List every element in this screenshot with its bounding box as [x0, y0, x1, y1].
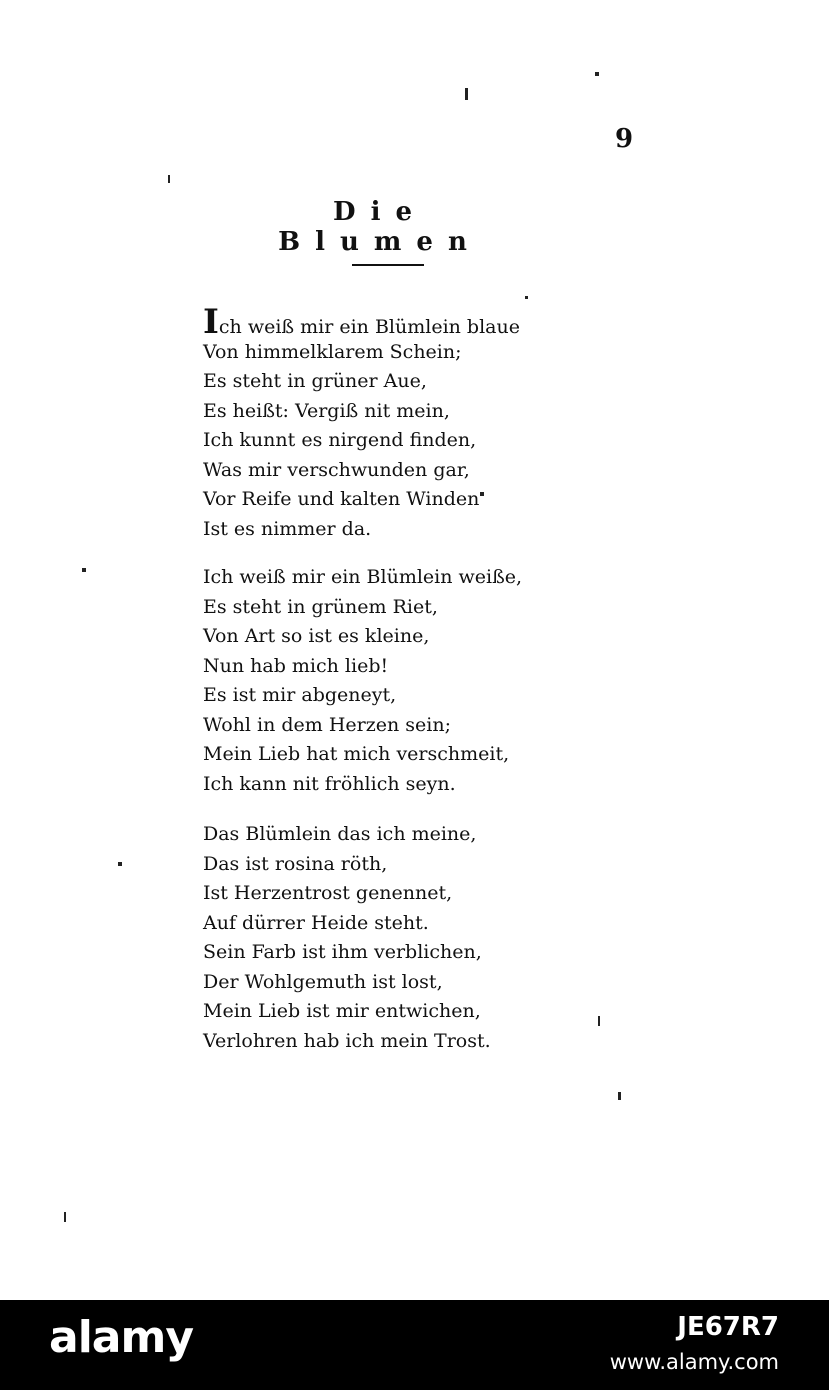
poem-line: Wohl in dem Herzen sein;: [203, 713, 451, 736]
poem-line: Es ist mir abgeneyt,: [203, 684, 397, 706]
scan-speck: [64, 1212, 66, 1222]
scan-speck: [168, 175, 170, 183]
poem-line: Verlohren hab ich mein Trost.: [203, 1029, 491, 1052]
poem-line: Ich weiß mir ein Blümlein blaue: [203, 302, 520, 342]
poem-line: Mein Lieb ist mir entwichen,: [203, 1000, 481, 1022]
poem-line: Auf dürrer Heide steht.: [203, 911, 429, 934]
scan-speck: [118, 862, 122, 866]
poem-line: Von Art so ist es kleine,: [203, 625, 430, 647]
scan-speck: [480, 492, 484, 496]
scan-speck: [595, 72, 599, 76]
stanza-3: [203, 820, 491, 1056]
poem-line: Das Blümlein das ich meine,: [203, 823, 477, 845]
poem-line: Vor Reife und kalten Winden: [203, 488, 480, 510]
scan-speck: [598, 1016, 600, 1026]
poem-line: Mein Lieb hat mich verschmeit,: [203, 743, 510, 765]
poem-line: Es steht in grünem Riet,: [203, 595, 438, 618]
scan-speck: [465, 88, 468, 100]
poem-line: Von himmelklarem Schein;: [203, 340, 462, 363]
poem-line: Ich weiß mir ein Blümlein weiße,: [203, 566, 523, 588]
poem-line: Ist es nimmer da.: [203, 517, 372, 540]
page-number: 9: [614, 124, 634, 154]
poem-line: Der Wohlgemuth ist lost,: [203, 970, 443, 993]
stanza-1: [203, 302, 520, 544]
poem-line: Das ist rosina röth,: [203, 852, 388, 875]
alamy-logo: alamy: [49, 1312, 193, 1363]
image-id: JE67R7: [677, 1312, 779, 1342]
poem-line: Sein Farb ist ihm verblichen,: [203, 941, 482, 963]
watermark-footer: [0, 1300, 829, 1390]
poem-line: Nun hab mich lieb!: [203, 654, 389, 677]
scan-speck: [525, 296, 528, 299]
poem-line: Ich kunnt es nirgend finden,: [203, 429, 477, 451]
poem-line: Es heißt: Vergiß nit mein,: [203, 399, 450, 422]
poem-line: Es steht in grüner Aue,: [203, 370, 427, 392]
poem-title: Die Blumen: [278, 197, 482, 257]
scan-speck: [82, 568, 86, 572]
site-url: www.alamy.com: [609, 1350, 779, 1374]
poem-line: Ist Herzentrost genennet,: [203, 882, 453, 904]
poem-line: Was mir verschwunden gar,: [203, 458, 470, 481]
stanza-2: [203, 563, 522, 799]
scan-speck: [618, 1092, 621, 1100]
title-divider: [352, 264, 424, 266]
poem-line: Ich kann nit fröhlich seyn.: [203, 772, 456, 795]
